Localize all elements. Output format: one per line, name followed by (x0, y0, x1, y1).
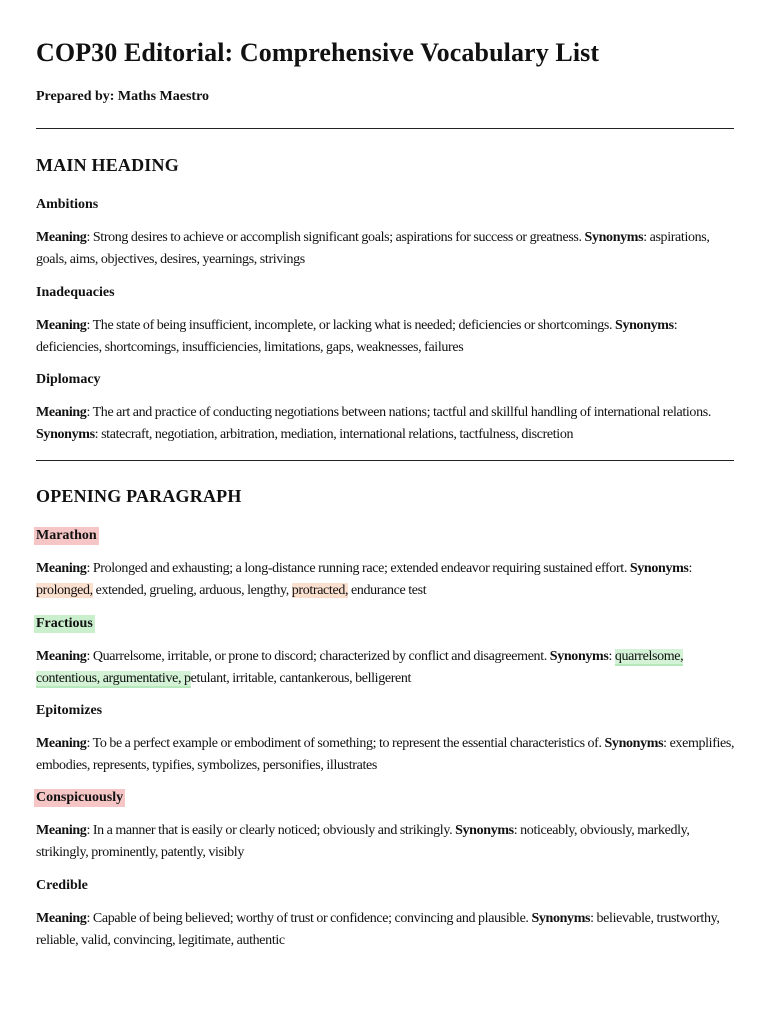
meaning-label: Meaning (36, 405, 87, 420)
synonyms-label: Synonyms (615, 318, 674, 333)
highlighted-synonym: prolonged, (36, 583, 93, 598)
vocab-entry-fractious (36, 614, 736, 690)
synonyms-label: Synonyms (455, 823, 514, 838)
synonyms-text: endurance test (348, 583, 427, 598)
divider (36, 128, 734, 129)
synonyms-text: extended, grueling, arduous, lengthy, (92, 583, 292, 598)
prepared-by-line: Prepared by: Maths Maestro (36, 89, 210, 104)
vocab-term: Diplomacy (36, 372, 101, 387)
vocab-term: Ambitions (36, 197, 99, 212)
synonyms-label: Synonyms (604, 736, 664, 751)
meaning-label: Meaning (36, 230, 87, 245)
meaning-text: To be a perfect example or embodiment of something; to represent the essential characteristics of. (92, 736, 602, 751)
vocab-term-highlighted: Marathon (36, 528, 97, 543)
meaning-text: Quarrelsome, irritable, or prone to discord; characterized by conflict and disagreement. (92, 649, 547, 664)
vocab-definition: Meaning: To be a perfect example or embodiment of something; to represent the essential characteristics of. Synonyms: exemplifies, embodies, represents, typifies, symbolizes, personifies, illustrates (36, 736, 735, 773)
synonyms-label: Synonyms (549, 649, 609, 664)
meaning-text: The art and practice of conducting negotiations between nations; tactful and skillful handling of international relations. (92, 405, 711, 420)
meaning-text: Prolonged and exhausting; a long-distance running race; extended endeavor requiring sustained effort. (92, 561, 627, 576)
meaning-label: Meaning (36, 318, 87, 333)
meaning-text: Capable of being believed; worthy of trust or confidence; convincing and plausible. (92, 911, 529, 926)
synonyms-text: aspirations, goals, aims, objectives, desires, yearnings, strivings (36, 230, 710, 267)
meaning-text: The state of being insufficient, incomplete, or lacking what is needed; deficiencies or shortcomings. (92, 318, 613, 333)
synonyms-text: believable, trustworthy, reliable, valid, convincing, legitimate, authentic (36, 911, 720, 948)
vocab-definition: Meaning: The state of being insufficient, incomplete, or lacking what is needed; deficiencies or shortcomings. Synonyms: deficiencies, shortcomings, insufficiencies, limitations, gaps, weaknesses, failures (36, 318, 678, 355)
synonyms-text: statecraft, negotiation, arbitration, mediation, international relations, tactfulness, discretion (101, 427, 574, 442)
document-title: COP30 Editorial: Comprehensive Vocabulary List (36, 38, 600, 67)
meaning-label: Meaning (36, 736, 87, 751)
synonyms-label: Synonyms (531, 911, 591, 926)
synonyms-text: noticeably, obviously, markedly, strikingly, prominently, patently, visibly (36, 823, 690, 860)
vocab-definition: Meaning: The art and practice of conducting negotiations between nations; tactful and skillful handling of international relations. Synonyms: statecraft, negotiation, arbitration, mediation, international relations, tactfulness, discretion (36, 405, 711, 442)
synonyms-text: exemplifies, embodies, represents, typifies, symbolizes, personifies, illustrates (36, 736, 735, 773)
vocab-term: Epitomizes (36, 703, 103, 718)
meaning-label: Meaning (36, 561, 87, 576)
vocab-term-highlighted: Conspicuously (36, 790, 124, 805)
meaning-text: In a manner that is easily or clearly noticed; obviously and strikingly. (92, 823, 453, 838)
vocab-definition: Meaning: In a manner that is easily or clearly noticed; obviously and strikingly. Synonyms: noticeably, obviously, markedly, strikingly, prominently, patently, visibly (36, 823, 690, 860)
vocab-entry-conspicuously (36, 788, 736, 864)
synonyms-text: etulant, irritable, cantankerous, belligerent (190, 671, 412, 686)
vocab-definition: Meaning: Prolonged and exhausting; a long-distance running race; extended endeavor requiring sustained effort. Synonyms: prolonged, extended, grueling, arduous, lengthy, protracted, endurance test (36, 561, 693, 598)
meaning-label: Meaning (36, 911, 87, 926)
vocab-entry-ambitions (36, 195, 736, 271)
vocab-entry-credible (36, 876, 736, 952)
section-heading-opening: OPENING PARAGRAPH (36, 486, 242, 506)
vocab-entry-inadequacies (36, 283, 736, 359)
vocab-definition: Meaning: Quarrelsome, irritable, or prone to discord; characterized by conflict and disagreement. Synonyms: quarrelsome, contentious, argumentative, petulant, irritable, cantankerous, belligerent (36, 649, 684, 686)
highlighted-synonyms: quarrelsome, contentious, argumentative, p (36, 649, 684, 686)
vocab-entry-diplomacy (36, 370, 736, 446)
meaning-label: Meaning (36, 823, 87, 838)
vocab-entry-marathon (36, 526, 736, 602)
synonyms-label: Synonyms (629, 561, 689, 576)
vocab-term: Credible (36, 878, 88, 893)
meaning-text: Strong desires to achieve or accomplish significant goals; aspirations for success or greatness. (92, 230, 582, 245)
vocab-entry-epitomizes (36, 701, 736, 777)
divider (36, 460, 734, 461)
synonyms-label: Synonyms (36, 427, 95, 442)
vocab-term-highlighted: Fractious (36, 616, 93, 631)
meaning-label: Meaning (36, 649, 87, 664)
section-heading-main: MAIN HEADING (36, 155, 179, 175)
vocab-term: Inadequacies (36, 285, 115, 300)
highlighted-synonym: protracted, (291, 583, 349, 598)
synonyms-label: Synonyms (584, 230, 644, 245)
synonyms-text: deficiencies, shortcomings, insufficiencies, limitations, gaps, weaknesses, failures (36, 340, 464, 355)
vocab-definition: Meaning: Strong desires to achieve or accomplish significant goals; aspirations for success or greatness. Synonyms: aspirations, goals, aims, objectives, desires, yearnings, strivings (36, 230, 710, 267)
vocab-definition: Meaning: Capable of being believed; worthy of trust or confidence; convincing and plausible. Synonyms: believable, trustworthy, reliable, valid, convincing, legitimate, authentic (36, 911, 720, 948)
